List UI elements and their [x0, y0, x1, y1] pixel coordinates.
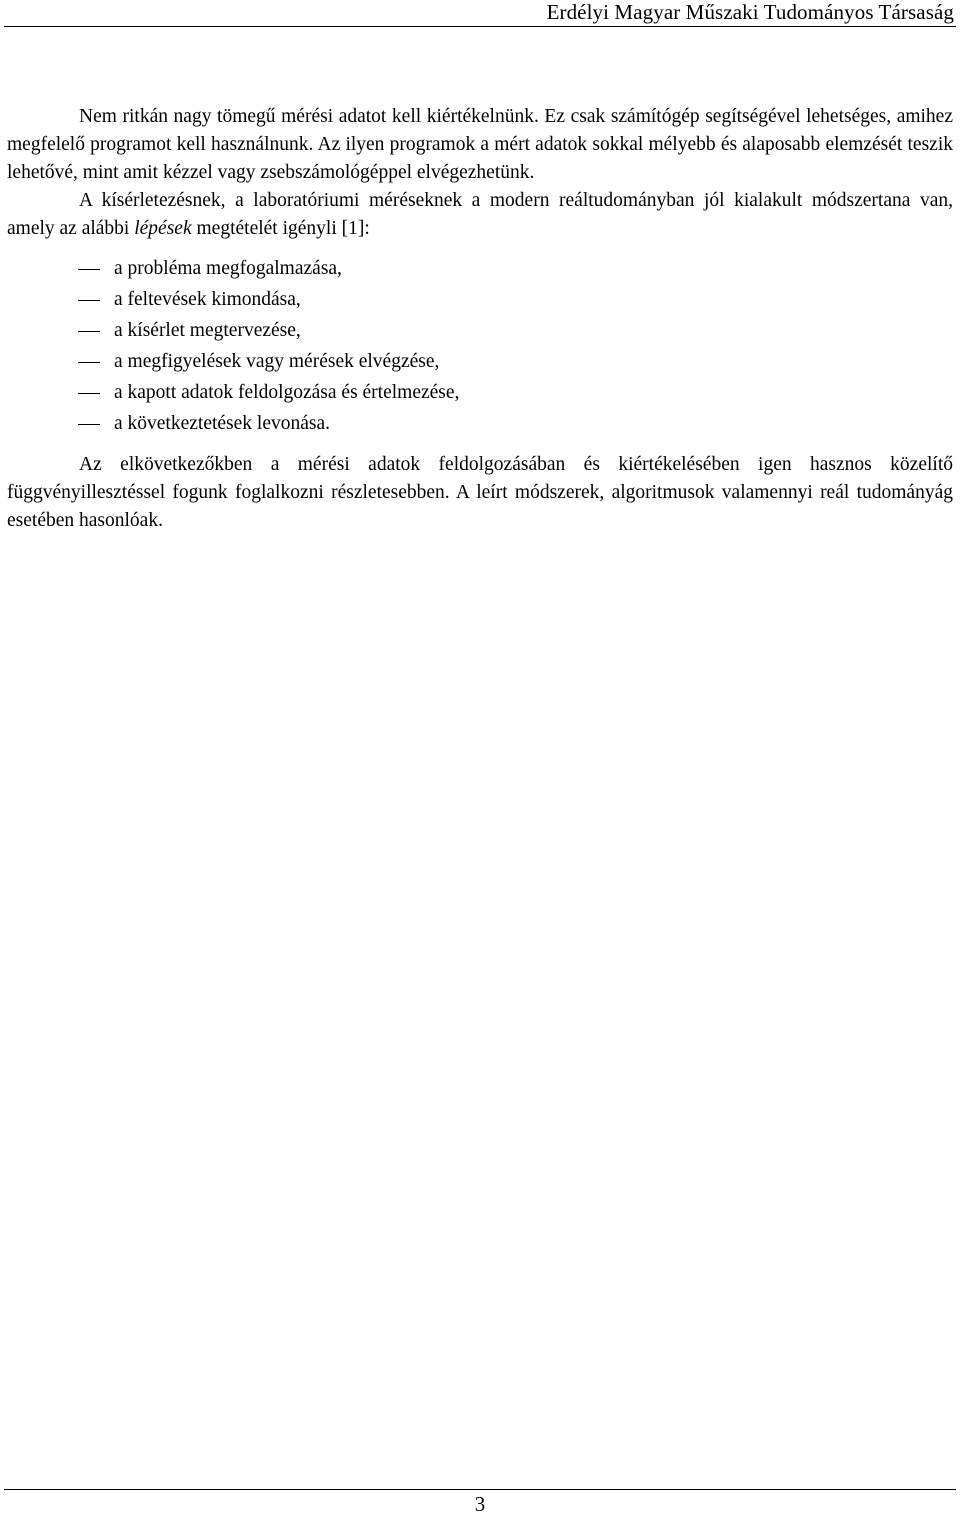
- list-item: [7, 286, 953, 317]
- list-item-text: a probléma megfogalmazása,: [114, 258, 342, 279]
- method-paragraph: [7, 187, 953, 243]
- intro-paragraph: Nem ritkán nagy tömegű mérési adatot kell kiértékelnünk. Ez csak számítógép segítségével lehetséges, amihez megfelelő programot kell használnunk. Az ilyen programok a mért adatok sokkal mélyebb és alaposabb elemzését teszik lehetővé, mint amit kézzel vagy zsebszámológéppel elvégezhetünk.: [7, 106, 953, 183]
- method-paragraph-tail: megtételét igényli [1]:: [191, 218, 370, 239]
- list-item: [7, 410, 953, 441]
- steps-list: [7, 255, 953, 441]
- dash-bullet: [78, 300, 100, 301]
- list-item-text: a következtetések levonása.: [114, 413, 331, 434]
- list-item: [7, 255, 953, 286]
- list-item-text: a kapott adatok feldolgozása és értelmezése,: [114, 382, 460, 403]
- footer-divider: [4, 1489, 956, 1490]
- page-number: 3: [474, 1492, 486, 1516]
- method-paragraph-text: A kísérletezésnek, a laboratóriumi méréseknek a modern reáltudományban jól kialakult módszertana van, amely az alábbi: [7, 190, 953, 239]
- list-item-text: a feltevések kimondása,: [114, 289, 301, 310]
- header-title: Erdélyi Magyar Műszaki Tudományos Társaság: [546, 0, 954, 24]
- list-item: [7, 379, 953, 410]
- dash-bullet: [78, 331, 100, 332]
- method-paragraph-emphasis: lépések: [134, 218, 192, 239]
- page-header: [4, 0, 956, 27]
- list-item: [7, 348, 953, 379]
- dash-bullet: [78, 424, 100, 425]
- list-item: [7, 317, 953, 348]
- closing-paragraph: Az elkövetkezőkben a mérési adatok feldolgozásában és kiértékelésében igen hasznos közelítő függvényillesztéssel fogunk foglalkozni részletesebben. A leírt módszerek, algoritmusok valamennyi reál tudományág esetében hasonlóak.: [7, 454, 953, 531]
- list-item-text: a kísérlet megtervezése,: [114, 320, 301, 341]
- dash-bullet: [78, 393, 100, 394]
- dash-bullet: [78, 269, 100, 270]
- dash-bullet: [78, 362, 100, 363]
- list-item-text: a megfigyelések vagy mérések elvégzése,: [114, 351, 440, 372]
- document-body: [7, 103, 953, 535]
